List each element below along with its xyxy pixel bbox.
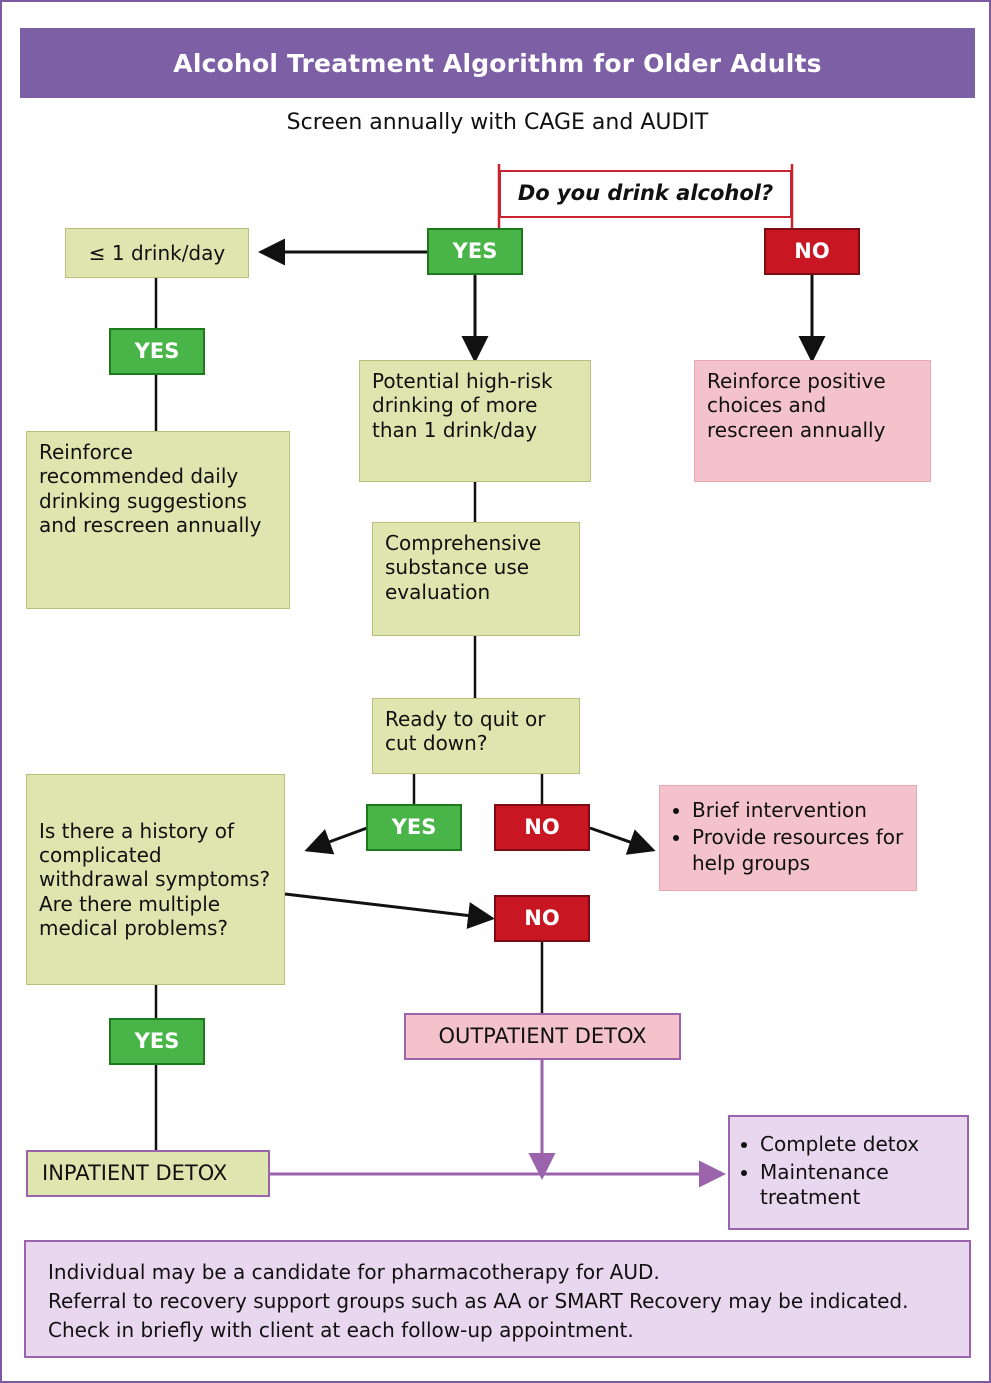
withdrawal-history-line-1: Is there a history of complicated withdrawal symptoms?: [39, 818, 271, 892]
subtitle: Screen annually with CAGE and AUDIT: [286, 110, 709, 135]
node-comprehensive-evaluation: Comprehensive substance use evaluation: [372, 522, 580, 636]
footer-line-2: Referral to recovery support groups such as AA or SMART Recovery may be indicated.: [48, 1289, 909, 1313]
node-reinforce-positive-choices: Reinforce positive choices and rescreen annually: [694, 360, 931, 482]
list-item: • Maintenance treatment: [760, 1160, 959, 1211]
brief-intervention-list: [670, 798, 906, 879]
node-brief-intervention: [659, 785, 917, 891]
node-outpatient-detox: OUTPATIENT DETOX: [404, 1013, 681, 1060]
footer-line-1: Individual may be a candidate for pharmacotherapy for AUD.: [48, 1260, 660, 1284]
node-reinforce-daily-drinking: Reinforce recommended daily drinking suggestions and rescreen annually: [26, 431, 290, 609]
withdrawal-history-line-2: Are there multiple medical problems?: [39, 891, 228, 941]
node-no-drink: NO: [764, 228, 860, 275]
footer-note: [24, 1240, 971, 1358]
node-one-drink-per-day: ≤ 1 drink/day: [65, 228, 249, 278]
complete-detox-list: [738, 1132, 959, 1213]
node-yes-one-drink: YES: [109, 328, 205, 375]
page-title-bar: [20, 28, 975, 98]
node-ready-to-quit: Ready to quit or cut down?: [372, 698, 580, 774]
node-potential-high-risk-drinking: Potential high-risk drinking of more than 1 drink/day: [359, 360, 591, 482]
list-item: • Complete detox: [760, 1132, 959, 1158]
page-title: Alcohol Treatment Algorithm for Older Adults: [173, 48, 822, 78]
node-question-drink-alcohol: Do you drink alcohol?: [499, 170, 792, 218]
node-yes-drink: YES: [427, 228, 523, 275]
node-no-ready-to-quit: NO: [494, 804, 590, 851]
list-item: • Brief intervention: [692, 798, 906, 824]
list-item: • Provide resources for help groups: [692, 825, 906, 876]
footer-line-3: Check in briefly with client at each follow-up appointment.: [48, 1318, 634, 1342]
node-yes-withdrawal-history: YES: [109, 1018, 205, 1065]
node-inpatient-detox: INPATIENT DETOX: [26, 1150, 270, 1197]
node-yes-ready-to-quit: YES: [366, 804, 462, 851]
node-complete-detox: [728, 1115, 969, 1230]
node-no-withdrawal-history: NO: [494, 895, 590, 942]
node-withdrawal-history-question: [26, 774, 285, 985]
